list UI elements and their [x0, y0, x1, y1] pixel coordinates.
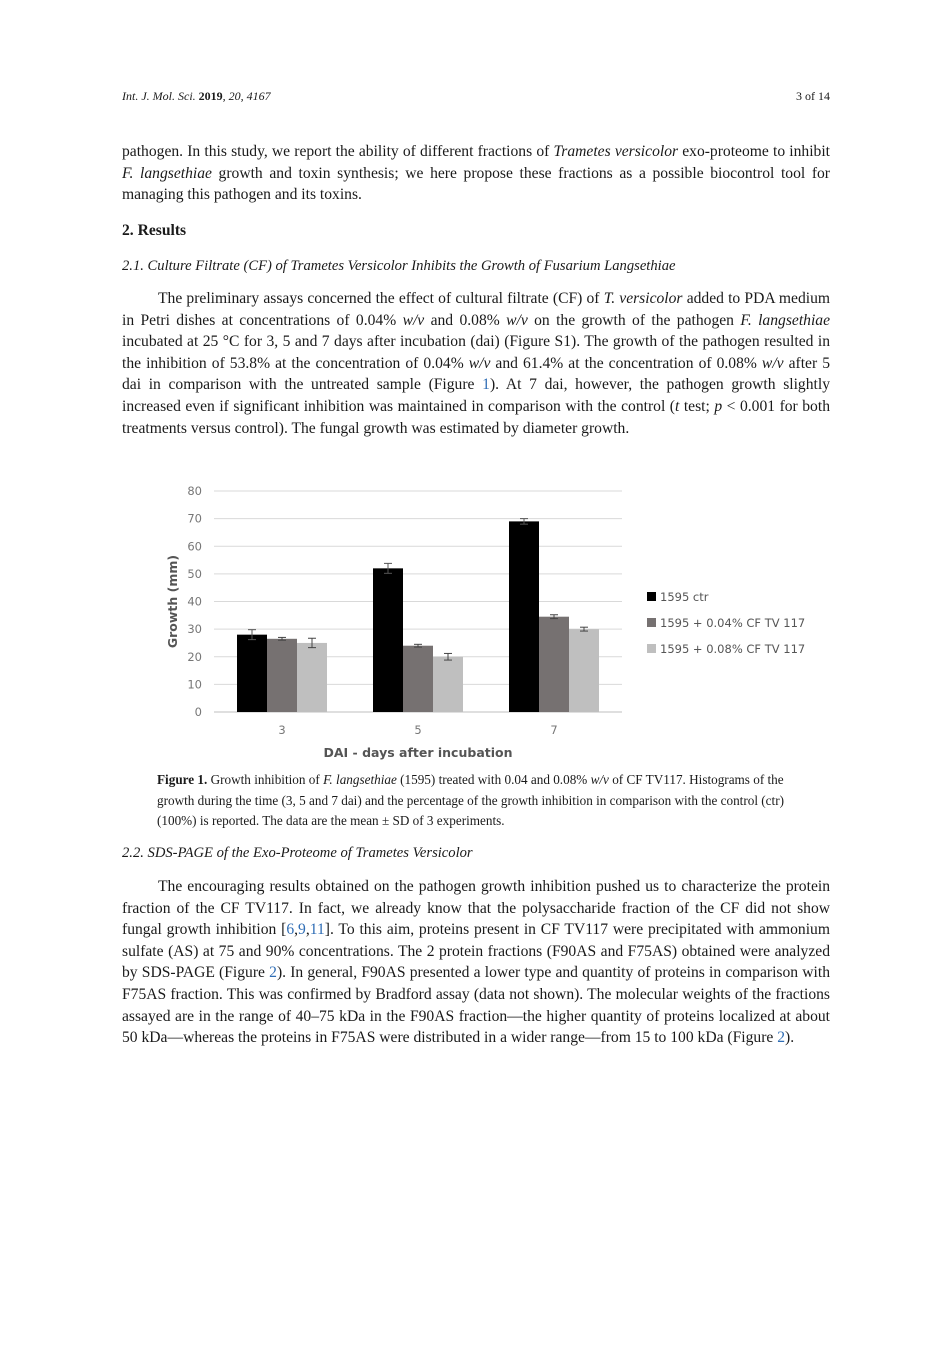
- ref-11-link[interactable]: 11: [309, 921, 325, 939]
- subsection-title-2-1: 2.1. Culture Filtrate (CF) of Trametes Versicolor Inhibits the Growth of Fusarium Langsethiae: [122, 258, 676, 274]
- journal-citation: Int. J. Mol. Sci. 2019, 20, 4167: [122, 89, 271, 103]
- y-tick-label: 80: [187, 484, 202, 498]
- bar: [403, 646, 433, 712]
- results-paragraph-1: The preliminary assays concerned the effect of cultural filtrate (CF) of T. versicolor added to PDA medium in Petri dishes at concentrations of 0.04% w/v and 0.08% w/v on the growth of the pathogen F. langsethiae incubated at 25 °C for 3, 5 and 7 days after incubation (dai) (Figure S1). The growth of the pathogen resulted in the inhibition of 53.8% at the concentration of 0.04% w/v and 61.4% at the concentration of 0.08% w/v after 5 dai in comparison with the untreated sample (Figure 1). At 7 dai, however, the pathogen growth slightly increased even if significant inhibition was maintained in comparison with the control (t test; p < 0.001 for both treatments versus control). The fungal growth was estimated by diameter growth.: [122, 290, 831, 437]
- figure-1-caption: Figure 1. Growth inhibition of F. langsethiae (1595) treated with 0.04 and 0.08% w/v of CF TV117. Histograms of the growth during the time (3, 5 and 7 dai) and the percentage of the growth inhibition in comparison with the control (ctr) (100%) is reported. The data are the mean ± SD of 3 experiments.: [157, 772, 784, 828]
- y-tick-label: 0: [194, 705, 202, 719]
- figure-2-link[interactable]: 2: [777, 1029, 786, 1047]
- legend-label: 1595 + 0.04% CF TV 117: [660, 616, 806, 630]
- y-tick-label: 70: [187, 511, 202, 526]
- bar: [569, 629, 599, 712]
- figure-1-link[interactable]: 1: [482, 376, 490, 394]
- figure-1-chart: [160, 475, 810, 765]
- y-tick-label: 40: [187, 594, 202, 609]
- growth-bar-chart: [160, 475, 810, 765]
- results-paragraph-2: The encouraging results obtained on the pathogen growth inhibition pushed us to characterize the protein fraction of the CF TV117. In fact, we already know that the polysaccharide fraction of the CF did not show fungal growth inhibition [6,9,11]. To this aim, proteins present in CF TV117 were precipitated with ammonium sulfate (AS) at 75 and 90% concentrations. The 2 protein fractions (F90AS and F75AS) obtained were analyzed by SDS-PAGE (Figure 2). In general, F90AS presented a lower type and quantity of proteins in comparison with F75AS fraction. This was confirmed by Bradford assay (data not shown). The molecular weights of the fractions assayed are in the range of 40–75 kDa in the F90AS fraction—the higher quantity of proteins localized at about 50 kDa—whereas the proteins in F75AS were distributed in a wider range—from 15 to 100 kDa (Figure 2).: [122, 878, 830, 1047]
- bar: [267, 639, 297, 712]
- x-tick-label: 7: [550, 723, 558, 737]
- intro-paragraph: pathogen. In this study, we report the ability of different fractions of Trametes versicolor exo-proteome to inhibit F. langsethiae growth and toxin synthesis; we here propose these fractions as a possible biocontrol tool for managing this pathogen and its toxins.: [122, 143, 831, 204]
- x-axis-label: DAI - days after incubation: [323, 745, 513, 760]
- section-title-results: 2. Results: [122, 222, 187, 239]
- y-tick-label: 30: [187, 622, 202, 637]
- y-tick-label: 60: [187, 539, 202, 554]
- bar: [297, 643, 327, 712]
- legend-label: 1595 + 0.08% CF TV 117: [660, 642, 806, 656]
- x-tick-label: 3: [278, 723, 286, 737]
- ref-9-link[interactable]: 9: [298, 921, 306, 939]
- y-axis-label: Growth (mm): [165, 554, 180, 649]
- y-tick-label: 50: [187, 566, 202, 581]
- legend-swatch: [647, 644, 656, 653]
- bar: [433, 657, 463, 712]
- x-tick-label: 5: [414, 723, 422, 737]
- bar: [509, 521, 539, 712]
- y-tick-label: 20: [187, 649, 202, 664]
- legend-label: 1595 ctr: [660, 590, 709, 604]
- bar: [539, 617, 569, 712]
- legend-swatch: [647, 618, 656, 627]
- y-tick-label: 10: [187, 677, 202, 692]
- ref-6-link[interactable]: 6: [286, 921, 295, 939]
- bar: [373, 568, 403, 712]
- bar: [237, 635, 267, 712]
- legend-swatch: [647, 592, 656, 601]
- page-number: 3 of 14: [796, 89, 830, 103]
- figure-2-link[interactable]: 2: [269, 964, 277, 982]
- subsection-title-2-2: 2.2. SDS-PAGE of the Exo-Proteome of Trametes Versicolor: [122, 845, 473, 861]
